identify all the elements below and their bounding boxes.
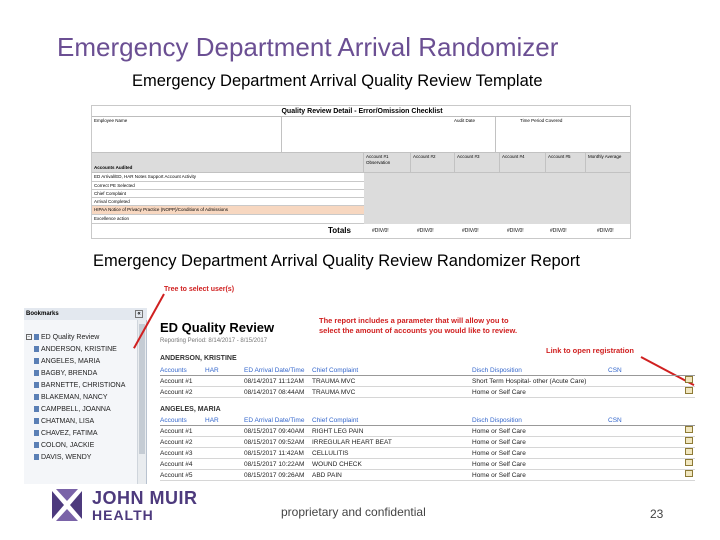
col-date: ED Arrival Date/Time	[244, 367, 305, 374]
audit-date-cell	[282, 117, 496, 153]
accounts-audited-label: Accounts Audited	[94, 165, 133, 170]
complaint-cell: TRAUMA MVC	[312, 389, 356, 396]
complaint-cell: TRAUMA MVC	[312, 378, 356, 385]
complaint-cell: CELLULITIS	[312, 450, 349, 457]
tree-item[interactable]	[34, 428, 98, 440]
tree-item[interactable]	[34, 404, 111, 416]
complaint-cell: IRREGULAR HEART BEAT	[312, 439, 392, 446]
bookmark-icon	[34, 382, 39, 388]
checklist-title: Quality Review Detail - Error/Omission Checklist	[92, 106, 631, 117]
col-disposition: Disch Disposition	[472, 417, 522, 424]
bookmark-icon	[34, 370, 39, 376]
open-registration-icon[interactable]	[685, 437, 693, 444]
bookmark-icon	[34, 334, 39, 340]
table-header	[160, 365, 695, 376]
tree-item[interactable]	[34, 344, 117, 356]
table-row	[160, 459, 695, 470]
tree-item[interactable]	[34, 380, 125, 392]
bookmark-icon	[34, 454, 39, 460]
tree-item-label: ANDERSON, KRISTINE	[41, 346, 117, 353]
randomizer-report-heading: Emergency Department Arrival Quality Review Randomizer Report	[93, 252, 580, 270]
quality-review-checklist	[91, 105, 631, 239]
account-cell: Account #2	[160, 389, 193, 396]
bookmark-icon	[34, 406, 39, 412]
col-complaint: Chief Complaint	[312, 367, 359, 374]
disposition-cell: Home or Self Care	[472, 439, 526, 446]
checklist-gray-area	[364, 173, 631, 224]
table-row	[160, 376, 695, 387]
col-disposition: Disch Disposition	[472, 367, 522, 374]
account-cell: Account #1	[160, 378, 193, 385]
open-registration-icon[interactable]	[685, 426, 693, 433]
complaint-cell: RIGHT LEG PAIN	[312, 428, 364, 435]
accounts-audited-cell	[92, 153, 364, 173]
complaint-cell: WOUND CHECK	[312, 461, 362, 468]
tree-item[interactable]	[34, 368, 97, 380]
col-csn: CSN	[608, 367, 622, 374]
tree-item-label: CHAVEZ, FATIMA	[41, 430, 98, 437]
bookmark-icon	[34, 346, 39, 352]
account-cell: Account #3	[160, 450, 193, 457]
collapse-panel-button[interactable]: «	[135, 310, 143, 318]
col-monthly-average	[586, 153, 631, 173]
open-registration-icon[interactable]	[685, 376, 693, 383]
tree-item[interactable]	[34, 392, 108, 404]
date-cell: 08/15/2017 10:22AM	[244, 461, 305, 468]
group-name: ANGELES, MARIA	[160, 406, 221, 413]
date-cell: 08/14/2017 11:12AM	[244, 378, 304, 385]
bookmark-icon	[34, 394, 39, 400]
table-row	[160, 448, 695, 459]
bookmarks-header	[24, 308, 147, 320]
col-csn: CSN	[608, 417, 622, 424]
account-cell: Account #5	[160, 472, 193, 479]
open-registration-icon[interactable]	[685, 387, 693, 394]
checklist-row: ED Arrival/ED, HAR Notes Support Account Activity	[92, 173, 364, 182]
employee-name-cell	[92, 117, 282, 153]
disposition-cell: Home or Self Care	[472, 461, 526, 468]
table-row	[160, 426, 695, 437]
col-observation-label: Account #1 Observation	[366, 154, 391, 165]
col-account-4	[500, 153, 546, 173]
disposition-cell: Short Term Hospital- other (Acute Care)	[472, 378, 587, 385]
period-label: Time Period Covered	[520, 118, 563, 123]
bookmarks-label: Bookmarks	[26, 311, 59, 317]
annotation-link: Link to open registration	[546, 346, 634, 355]
tree-root[interactable]	[26, 332, 99, 344]
open-registration-icon[interactable]	[685, 470, 693, 477]
table-row	[160, 437, 695, 448]
total-value: #DIV/0!	[372, 228, 389, 234]
total-value: #DIV/0!	[597, 228, 614, 234]
annotation-parameter: The report includes a parameter that will allow you to select the amount of accounts you would like to review.	[319, 316, 518, 335]
group-name: ANDERSON, KRISTINE	[160, 355, 237, 362]
col-complaint: Chief Complaint	[312, 417, 359, 424]
total-value: #DIV/0!	[462, 228, 479, 234]
logo-mark-icon	[50, 489, 84, 521]
table-header	[160, 415, 695, 426]
date-cell: 08/15/2017 11:42AM	[244, 450, 304, 457]
employee-name-label: Employee Name	[94, 118, 128, 123]
account-cell: Account #2	[160, 439, 193, 446]
total-value: #DIV/0!	[550, 228, 567, 234]
account-cell: Account #1	[160, 428, 193, 435]
col-account-5-label: Account #5	[548, 154, 571, 159]
col-date: ED Arrival Date/Time	[244, 417, 305, 424]
table-row	[160, 387, 695, 398]
footer-note: proprietary and confidential	[281, 505, 426, 519]
logo-text-line1: JOHN MUIR	[92, 488, 198, 508]
disposition-cell: Home or Self Care	[472, 450, 526, 457]
col-account-5	[546, 153, 586, 173]
john-muir-health-logo	[50, 487, 220, 523]
tree-root-label: ED Quality Review	[41, 334, 100, 341]
disposition-cell: Home or Self Care	[472, 389, 526, 396]
col-observation	[364, 153, 411, 173]
tree-item[interactable]	[34, 440, 94, 452]
tree-item-label: CHATMAN, LISA	[41, 418, 95, 425]
col-har: HAR	[205, 367, 219, 374]
col-har: HAR	[205, 417, 219, 424]
col-accounts: Accounts	[160, 367, 187, 374]
col-account-2	[411, 153, 455, 173]
tree-item-label: DAVIS, WENDY	[41, 454, 92, 461]
bookmark-icon	[34, 430, 39, 436]
col-account-4-label: Account #4	[502, 154, 525, 159]
open-registration-icon[interactable]	[685, 459, 693, 466]
date-cell: 08/14/2017 08:44AM	[244, 389, 305, 396]
date-cell: 08/15/2017 09:40AM	[244, 428, 305, 435]
period-cell	[496, 117, 631, 153]
scrollbar-thumb[interactable]	[139, 324, 145, 454]
report-title: ED Quality Review	[160, 320, 275, 335]
tree-item-label: BLAKEMAN, NANCY	[41, 394, 108, 401]
date-cell: 08/15/2017 09:26AM	[244, 472, 305, 479]
tree-item-label: ANGELES, MARIA	[41, 358, 101, 365]
tree-item-label: BAGBY, BRENDA	[41, 370, 98, 377]
bookmark-icon	[34, 442, 39, 448]
page-number: 23	[650, 507, 664, 521]
tree-item-label: COLON, JACKIE	[41, 442, 95, 449]
reporting-period: Reporting Period: 8/14/2017 - 8/15/2017	[160, 338, 268, 344]
total-value: #DIV/0!	[507, 228, 524, 234]
annotation-tree: Tree to select user(s)	[164, 286, 235, 293]
col-account-3-label: Account #3	[457, 154, 480, 159]
logo-text-line2: HEALTH	[92, 507, 154, 523]
complaint-cell: ABD PAIN	[312, 472, 342, 479]
disposition-cell: Home or Self Care	[472, 428, 526, 435]
account-cell: Account #4	[160, 461, 193, 468]
tree-item-label: CAMPBELL, JOANNA	[41, 406, 111, 413]
date-cell: 08/15/2017 09:52AM	[244, 439, 305, 446]
col-monthly-label: Monthly Average	[588, 154, 622, 159]
totals-label: Totals	[328, 226, 351, 235]
disposition-cell: Home or Self Care	[472, 472, 526, 479]
bookmarks-panel	[24, 308, 147, 484]
checklist-row: Excellence action	[92, 215, 364, 224]
randomizer-report	[24, 284, 700, 484]
checklist-row: Chief Complaint	[92, 190, 364, 198]
col-accounts: Accounts	[160, 417, 187, 424]
tree-item-label: BARNETTE, CHRISTIONA	[41, 382, 126, 389]
table-row	[160, 470, 695, 481]
open-registration-icon[interactable]	[685, 448, 693, 455]
col-account-3	[455, 153, 500, 173]
tree-item[interactable]	[34, 416, 94, 428]
checklist-row: Correct PE Selected	[92, 182, 364, 190]
tree-expander-icon[interactable]: −	[27, 334, 31, 341]
tree-item[interactable]	[34, 452, 91, 464]
slide-title: Emergency Department Arrival Randomizer	[57, 32, 559, 62]
checklist-row: Arrival Completed	[92, 198, 364, 206]
tree-item[interactable]	[34, 356, 100, 368]
audit-date-label: Audit Date	[454, 118, 476, 123]
bookmarks-scrollbar[interactable]	[137, 320, 146, 484]
bookmark-icon	[34, 418, 39, 424]
col-account-2-label: Account #2	[413, 154, 436, 159]
total-value: #DIV/0!	[417, 228, 434, 234]
bookmark-icon	[34, 358, 39, 364]
template-heading: Emergency Department Arrival Quality Review Template	[132, 72, 543, 90]
checklist-row-hipaa: HIPAA Notice of Privacy Practice (NOPP)/Conditions of Admissions	[92, 206, 364, 215]
